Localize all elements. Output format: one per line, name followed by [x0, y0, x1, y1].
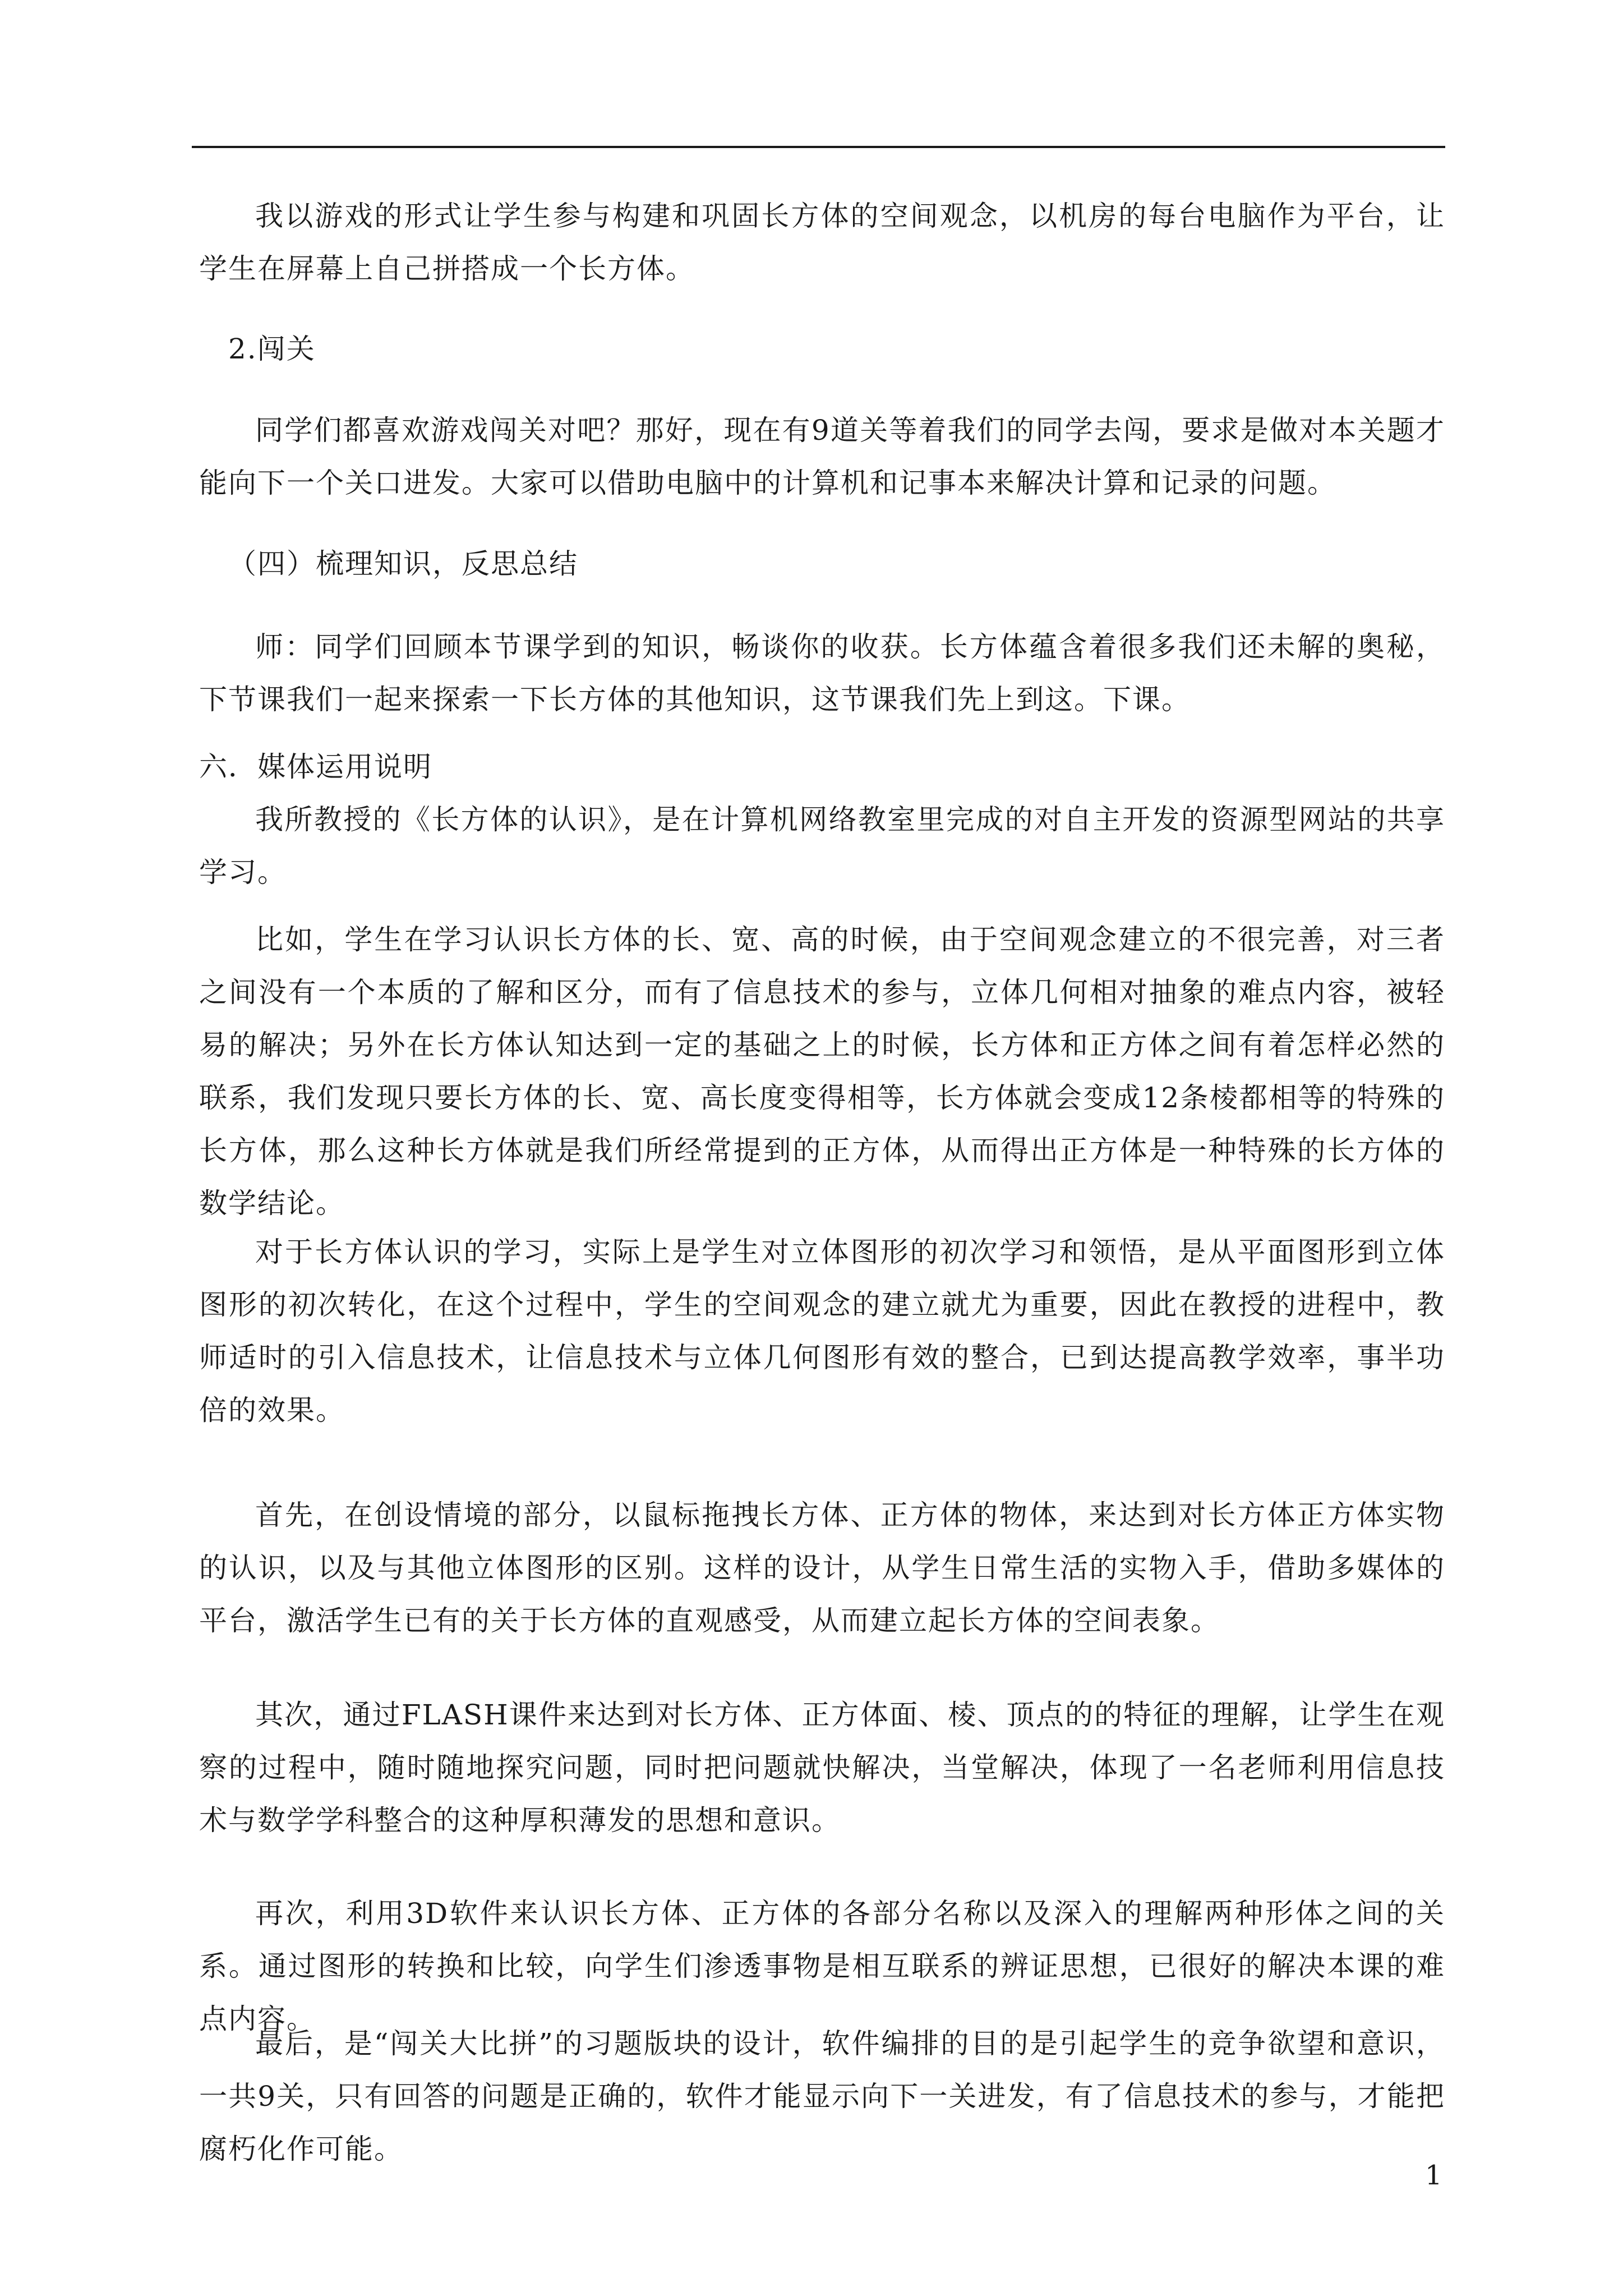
page-number: 1	[1425, 2160, 1442, 2191]
paragraph-teacher-summary: 师：同学们回顾本节课学到的知识，畅谈你的收获。长方体蕴含着很多我们还未解的奥秘，下节课我们一起来探索一下长方体的其他知识，这节课我们先上到这。下课。	[199, 631, 1445, 716]
header-rule	[192, 146, 1445, 148]
paragraph-second: 其次，通过FLASH课件来达到对长方体、正方体面、棱、顶点的的特征的理解，让学生在观察的过程中，随时随地探究问题，同时把问题就快解决，当堂解决，体现了一名老师利用信息技术与数学学科整合的这种厚积薄发的思想和意识。	[199, 1699, 1445, 1837]
paragraph-last: 最后，是“闯关大比拼”的习题版块的设计，软件编排的目的是引起学生的竞争欲望和意识，一共9关，只有回答的问题是正确的，软件才能显示向下一关进发，有了信息技术的参与，才能把腐朽化作可能。	[199, 2027, 1445, 2165]
paragraph-third: 再次，利用3D软件来认识长方体、正方体的各部分名称以及深入的理解两种形体之间的关系。通过图形的转换和比较，向学生们渗透事物是相互联系的辨证思想，已很好的解决本课的难点内容。	[199, 1897, 1445, 2035]
section-heading-media: 六．媒体运用说明	[199, 751, 432, 783]
section-heading-chuangguan: 2.闯关	[228, 333, 316, 365]
paragraph-learning: 对于长方体认识的学习，实际上是学生对立体图形的初次学习和领悟，是从平面图形到立体图形的初次转化，在这个过程中，学生的空间观念的建立就尤为重要，因此在教授的进程中，教师适时的引入信息技术，让信息技术与立体几何图形有效的整合，已到达提高教学效率，事半功倍的效果。	[199, 1236, 1445, 1427]
paragraph-example: 比如，学生在学习认识长方体的长、宽、高的时候，由于空间观念建立的不很完善，对三者之间没有一个本质的了解和区分，而有了信息技术的参与，立体几何相对抽象的难点内容，被轻易的解决；另外在长方体认知达到一定的基础之上的时候，长方体和正方体之间有着怎样必然的联系，我们发现只要长方体的长、宽、高长度变得相等，长方体就会变成12条棱都相等的特殊的长方体，那么这种长方体就是我们所经常提到的正方体，从而得出正方体是一种特殊的长方体的数学结论。	[199, 923, 1445, 1220]
paragraph-chuangguan: 同学们都喜欢游戏闯关对吧？那好，现在有9道关等着我们的同学去闯，要求是做对本关题才能向下一个关口进发。大家可以借助电脑中的计算机和记事本来解决计算和记录的问题。	[199, 414, 1445, 499]
paragraph-first: 首先，在创设情境的部分，以鼠标拖拽长方体、正方体的物体，来达到对长方体正方体实物的认识，以及与其他立体图形的区别。这样的设计，从学生日常生活的实物入手，借助多媒体的平台，激活学生已有的关于长方体的直观感受，从而建立起长方体的空间表象。	[199, 1499, 1445, 1637]
section-heading-summary: （四）梳理知识，反思总结	[228, 547, 578, 580]
paragraph-media-intro: 我所教授的《长方体的认识》，是在计算机网络教室里完成的对自主开发的资源型网站的共享学习。	[199, 803, 1445, 889]
paragraph-intro-game: 我以游戏的形式让学生参与构建和巩固长方体的空间观念，以机房的每台电脑作为平台，让学生在屏幕上自己拼搭成一个长方体。	[199, 200, 1445, 285]
